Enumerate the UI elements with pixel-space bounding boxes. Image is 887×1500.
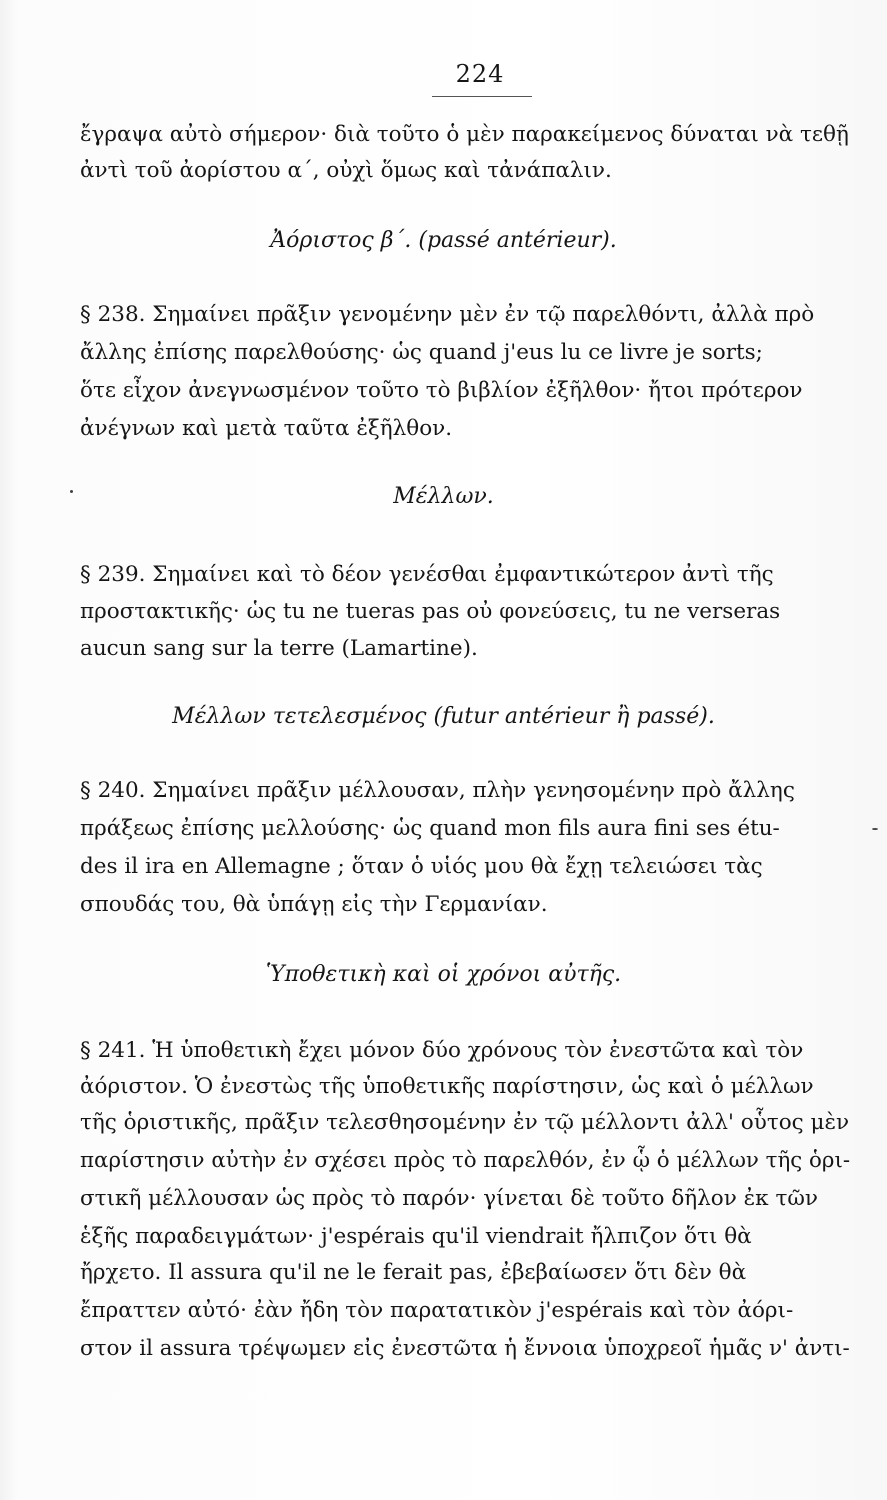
paragraph-241-line: στον il assura τρέψωμεν εἰς ἐνεστῶτα ἡ ἔννοια ὑποχρεοῖ ἡμᾶς ν' ἀντι- bbox=[80, 1336, 850, 1361]
paragraph-241-line: παρίστησιν αὐτὴν ἐν σχέσει πρὸς τὸ παρελθόν, ἐν ᾧ ὁ μέλλων τῆς ὁρι- bbox=[80, 1148, 851, 1173]
paragraph-238-line: § 238. Σημαίνει πρᾶξιν γενομένην μὲν ἐν τῷ παρελθόντι, ἀλλὰ πρὸ bbox=[80, 302, 815, 327]
paragraph-241-line: ἀόριστον. Ὁ ἐνεστὼς τῆς ὑποθετικῆς παρίστησιν, ὡς καὶ ὁ μέλλων bbox=[80, 1074, 814, 1099]
paragraph-241-line: τῆς ὁριστικῆς, πρᾶξιν τελεσθησομένην ἐν τῷ μέλλοντι ἀλλ' οὗτος μὲν bbox=[80, 1110, 850, 1135]
heading-aorist-b: Ἀόριστος β΄. (passé antérieur). bbox=[270, 228, 617, 253]
paragraph-241-line: ἤρχετο. Il assura qu'il ne le ferait pas, ἐβεβαίωσεν ὅτι δὲν θὰ bbox=[80, 1260, 747, 1285]
heading-mellon: Μέλλων. bbox=[393, 484, 494, 509]
paragraph-240-line: πράξεως ἐπίσης μελλούσης· ὡς quand mon fils aura fini ses étu- bbox=[80, 816, 780, 841]
paragraph-241-line: στικῆ μέλλουσαν ὡς πρὸς τὸ παρόν· γίνεται δὲ τοῦτο δῆλον ἐκ τῶν bbox=[80, 1186, 818, 1211]
paragraph-238-line: ὅτε εἶχον ἀνεγνωσμένον τοῦτο τὸ βιβλίον ἐξῆλθον· ἤτοι πρότερον bbox=[80, 378, 803, 403]
paragraph-241-line: § 241. Ἡ ὑποθετικὴ ἔχει μόνον δύο χρόνους τὸν ἐνεστῶτα καὶ τὸν bbox=[80, 1038, 804, 1063]
paragraph-240-line: § 240. Σημαίνει πρᾶξιν μέλλουσαν, πλὴν γενησομένην πρὸ ἄλλης bbox=[80, 778, 795, 803]
page-number-rule bbox=[432, 96, 532, 97]
paragraph-241-line: ἑξῆς παραδειγμάτων· j'espérais qu'il viendrait ἤλπιζον ὅτι θὰ bbox=[80, 1224, 752, 1249]
paragraph-238-line: ἄλλης ἐπίσης παρελθούσης· ὡς quand j'eus lu ce livre je sorts; bbox=[80, 340, 763, 365]
text-line: ἀντὶ τοῦ ἀορίστου α΄, οὐχὶ ὅμως καὶ τἀνάπαλιν. bbox=[80, 158, 612, 183]
paragraph-240-line: des il ira en Allemagne ; ὅταν ὁ υἱός μου θὰ ἔχῃ τελειώσει τὰς bbox=[80, 854, 763, 879]
page-number: 224 bbox=[455, 60, 505, 88]
paragraph-239-line: § 239. Σημαίνει καὶ τὸ δέον γενέσθαι ἐμφαντικώτερον ἀντὶ τῆς bbox=[80, 562, 774, 587]
heading-subjunctive: Ὑποθετικὴ καὶ οἱ χρόνοι αὐτῆς. bbox=[265, 962, 622, 987]
paragraph-238-line: ἀνέγνων καὶ μετὰ ταῦτα ἐξῆλθον. bbox=[80, 416, 453, 441]
scan-speck bbox=[872, 828, 878, 830]
paragraph-239-line: aucun sang sur la terre (Lamartine). bbox=[80, 636, 478, 661]
paragraph-241-line: ἔπραττεν αὐτό· ἐὰν ἤδη τὸν παρατατικὸν j'espérais καὶ τὸν ἀόρι- bbox=[80, 1298, 794, 1323]
heading-future-perfect: Μέλλων τετελεσμένος (futur antérieur ἢ passé). bbox=[172, 704, 715, 729]
text-line: ἔγραψα αὐτὸ σήμερον· διὰ τοῦτο ὁ μὲν παρακείμενος δύναται νὰ τεθῇ bbox=[80, 122, 849, 147]
paragraph-240-line: σπουδάς του, θὰ ὑπάγῃ εἰς τὴν Γερμανίαν. bbox=[80, 892, 548, 917]
paragraph-239-line: προστακτικῆς· ὡς tu ne tueras pas οὐ φονεύσεις, tu ne verseras bbox=[80, 599, 781, 624]
scan-speck bbox=[70, 490, 73, 493]
